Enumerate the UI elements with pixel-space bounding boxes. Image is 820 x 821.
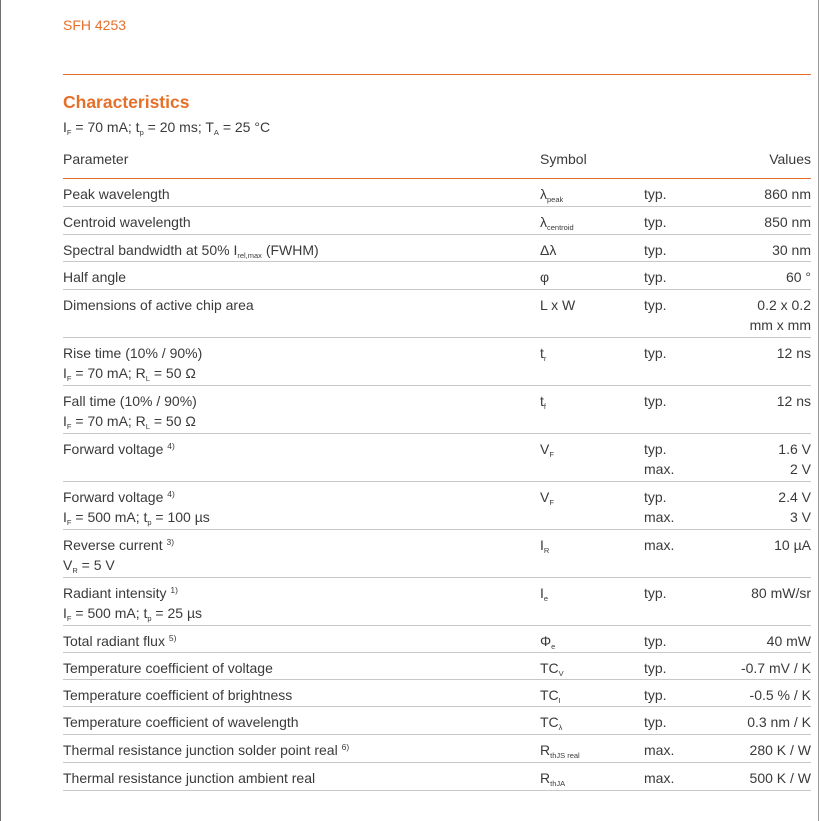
table-row xyxy=(63,680,811,707)
row-type: typ. xyxy=(644,660,667,676)
row-parameter: Temperature coefficient of wavelength xyxy=(63,714,299,730)
row-symbol: $\lambda_{centroid}$ xyxy=(540,214,574,232)
row-value: 40 mW xyxy=(766,633,811,649)
table-row xyxy=(63,207,811,235)
footnote-ref: 4) xyxy=(167,441,175,451)
row-value: 12 ns xyxy=(776,345,811,361)
row-value: 30 nm xyxy=(772,242,811,258)
table-header xyxy=(63,148,811,178)
document-id: SFH 4253 xyxy=(63,17,127,33)
row-parameter: Centroid wavelength xyxy=(63,214,191,230)
row-symbol: $\Phi_e$ xyxy=(540,633,556,651)
row-type: max. xyxy=(644,770,675,786)
table-row xyxy=(63,235,811,262)
row-parameter: Reverse current $^{3)}$ $V_R = 5$ V xyxy=(63,537,175,575)
row-symbol: $TC_V$ xyxy=(540,660,564,678)
row-value: 500 K / W xyxy=(749,770,811,786)
row-symbol: Δλ xyxy=(540,242,557,258)
row-symbol: $R_{thJA}$ xyxy=(540,770,566,788)
table-row xyxy=(63,386,811,434)
row-value: 0.2 x 0.2 mm x mm xyxy=(749,297,811,333)
row-parameter: Total radiant flux $^{5)}$ xyxy=(63,633,177,649)
header-symbol: Symbol xyxy=(540,151,587,167)
row-parameter: Peak wavelength xyxy=(63,186,170,202)
row-parameter: Temperature coefficient of brightness xyxy=(63,687,293,703)
row-type: typ. xyxy=(644,345,667,361)
table-row xyxy=(63,653,811,680)
row-parameter: Temperature coefficient of voltage xyxy=(63,660,273,676)
row-parameter: Radiant intensity $^{1)}$ $I_F = 500$ mA; $t_p = 25$ µs xyxy=(63,585,203,623)
row-parameter: Half angle xyxy=(63,269,127,285)
row-parameter: Thermal resistance junction ambient real xyxy=(63,770,316,786)
table-row xyxy=(63,290,811,338)
page-edge-left xyxy=(0,0,1,821)
row-parameter: Thermal resistance junction solder point real $^{6)}$ xyxy=(63,742,350,758)
row-type: typ. xyxy=(644,633,667,649)
table-row xyxy=(63,338,811,386)
footnote-ref: 1) xyxy=(170,585,178,595)
row-value: 1.6 V 2 V xyxy=(778,441,811,477)
row-type: max. xyxy=(644,742,675,758)
row-type: typ. xyxy=(644,297,667,313)
row-value: 10 µA xyxy=(774,537,811,553)
table-row xyxy=(63,626,811,653)
header-values: Values xyxy=(769,151,811,167)
row-value: 12 ns xyxy=(776,393,811,409)
row-value: 850 nm xyxy=(764,214,811,230)
header-parameter: Parameter xyxy=(63,151,129,167)
row-symbol: $t_f$ xyxy=(540,393,546,411)
row-symbol: $\lambda_{peak}$ xyxy=(540,186,564,204)
row-type: typ. xyxy=(644,585,667,601)
table-row xyxy=(63,530,811,578)
footnote-ref: 4) xyxy=(167,489,175,499)
row-type: typ. max. xyxy=(644,441,675,477)
row-parameter: Forward voltage $^{4)}$ xyxy=(63,441,175,457)
row-value: 860 nm xyxy=(764,186,811,202)
row-symbol: $t_r$ xyxy=(540,345,547,363)
row-parameter: Rise time (10% / 90%) $I_F = 70$ mA; $R_L = 50$ Ω xyxy=(63,345,203,383)
table-row xyxy=(63,262,811,290)
table-row xyxy=(63,735,811,763)
row-type: typ. max. xyxy=(644,489,675,525)
table-row xyxy=(63,707,811,735)
test-conditions: $I_F = 70$ mA; $t_p = 20$ ms; $T_A = 25$ °C xyxy=(63,119,271,137)
row-symbol: L x W xyxy=(540,297,576,313)
row-parameter: Dimensions of active chip area xyxy=(63,297,254,313)
row-value: 60 ° xyxy=(785,269,811,285)
row-symbol: $V_F$ xyxy=(540,489,554,507)
row-type: typ. xyxy=(644,242,667,258)
row-symbol: $I_e$ xyxy=(540,585,549,603)
row-value: -0.5 % / K xyxy=(749,687,811,703)
row-value: 80 mW/sr xyxy=(751,585,811,601)
table-row xyxy=(63,179,811,207)
row-symbol: φ xyxy=(540,269,550,285)
row-type: max. xyxy=(644,537,675,553)
row-symbol: $V_F$ xyxy=(540,441,554,459)
table-row xyxy=(63,482,811,530)
row-value: 280 K / W xyxy=(749,742,811,758)
row-parameter: Forward voltage $^{4)}$ $I_F = 500$ mA; $t_p = 100$ µs xyxy=(63,489,210,527)
row-type: typ. xyxy=(644,214,667,230)
characteristics-table xyxy=(63,179,811,791)
section-title: Characteristics xyxy=(63,92,190,112)
row-type: typ. xyxy=(644,687,667,703)
header-divider xyxy=(63,74,811,75)
footnote-ref: 3) xyxy=(166,537,175,547)
row-parameter: Fall time (10% / 90%) $I_F = 70$ mA; $R_L = 50$ Ω xyxy=(63,393,197,431)
row-value: 0.3 nm / K xyxy=(747,714,811,730)
row-symbol: $I_R$ xyxy=(540,537,550,555)
row-symbol: $TC_\lambda$ xyxy=(540,714,563,732)
row-parameter: Spectral bandwidth at 50% $I_{rel,max}$ (FWHM) xyxy=(63,242,319,260)
row-type: typ. xyxy=(644,186,667,202)
footnote-ref: 5) xyxy=(168,633,177,643)
row-type: typ. xyxy=(644,269,667,285)
row-value: -0.7 mV / K xyxy=(740,660,811,676)
row-type: typ. xyxy=(644,714,667,730)
table-row xyxy=(63,763,811,791)
row-symbol: $R_{thJS real}$ xyxy=(540,742,580,760)
row-value: 2.4 V 3 V xyxy=(778,489,811,525)
page-edge-right xyxy=(818,0,819,821)
row-symbol: $TC_I$ xyxy=(540,687,561,705)
table-row xyxy=(63,578,811,626)
footnote-ref: 6) xyxy=(341,742,350,752)
table-row xyxy=(63,434,811,482)
row-type: typ. xyxy=(644,393,667,409)
